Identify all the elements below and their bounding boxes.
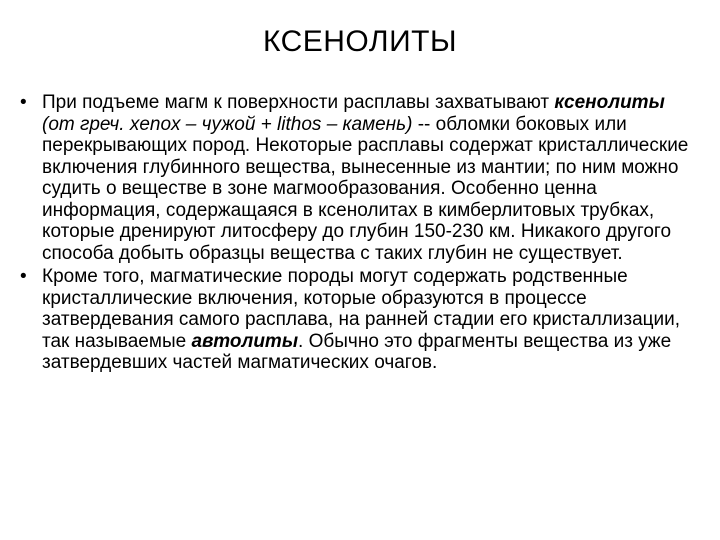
bullet-icon: • (20, 266, 27, 287)
bullet-text-intro: При подъеме магм к поверхности расплавы захватывают (42, 92, 555, 113)
bullet-autoliths (20, 266, 700, 374)
term-xenoliths: ксенолиты (554, 92, 665, 113)
bullet-list (20, 92, 700, 376)
bullet-icon: • (20, 92, 27, 113)
bullet-xenoliths (20, 92, 700, 264)
bullet-text-body: -- обломки боковых или перекрывающих пород. Некоторые расплавы содержат кристаллические включения глубинного вещества, вынесенные из мантии; по ним можно судить о веществе в зоне магмообразования. Особенно ценна информация, содержащаяся в ксенолитах в кимберлитовых трубках, которые дренируют литосферу до глубин 150-230 км. Никакого другого способа добыть образцы вещества с таких глубин не существует. (42, 113, 689, 264)
term-autoliths: автолиты (191, 330, 299, 352)
etymology-note: (от греч. xenox – чужой + lithos – камень) (42, 113, 413, 135)
slide-title: КСЕНОЛИТЫ (262, 25, 458, 58)
bullet-text-intro: Кроме того, магматические породы могут содержать родственные кристаллические включения, которые образуются в процессе затвердевания самого расплава, на ранней стадии его кристаллизации, так называемые (42, 266, 681, 352)
bullet-text-body: . Обычно это фрагменты вещества из уже затвердевших частей магматических очагов. (42, 330, 672, 373)
